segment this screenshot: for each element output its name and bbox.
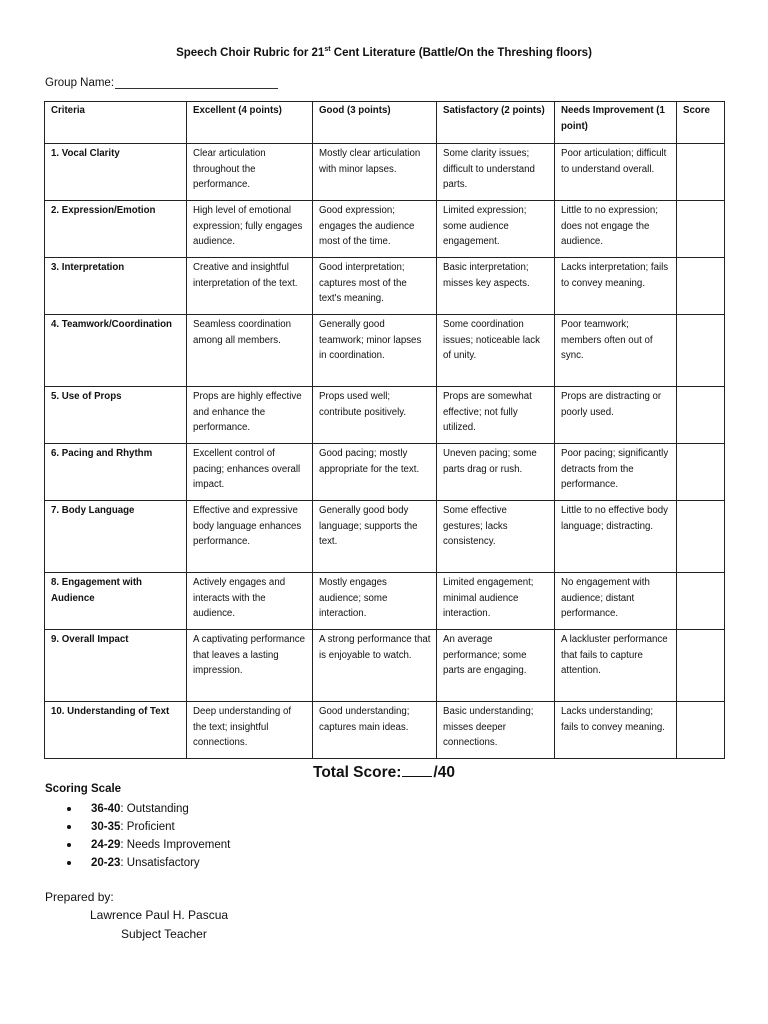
criteria-cell: 7. Body Language <box>45 501 187 573</box>
header-needs-improvement: Needs Improvement (1 point) <box>555 102 677 144</box>
header-satisfactory: Satisfactory (2 points) <box>437 102 555 144</box>
criteria-cell: 10. Understanding of Text <box>45 702 187 759</box>
score-cell[interactable] <box>677 387 725 444</box>
table-row <box>45 201 725 258</box>
score-cell[interactable] <box>677 501 725 573</box>
score-cell[interactable] <box>677 630 725 702</box>
list-item: 36-40: Outstanding <box>67 800 230 818</box>
satisfactory-cell: Uneven pacing; some parts drag or rush. <box>437 444 555 501</box>
teacher-role: Subject Teacher <box>121 927 207 941</box>
bullet-icon <box>67 843 71 847</box>
bullet-icon <box>67 807 71 811</box>
satisfactory-cell: Basic interpretation; misses key aspects. <box>437 258 555 315</box>
needs-improvement-cell: No engagement with audience; distant performance. <box>555 573 677 630</box>
excellent-cell: High level of emotional expression; fully engages audience. <box>187 201 313 258</box>
list-item: 24-29: Needs Improvement <box>67 836 230 854</box>
excellent-cell: Props are highly effective and enhance the performance. <box>187 387 313 444</box>
table-row <box>45 315 725 387</box>
satisfactory-cell: Some coordination issues; noticeable lack of unity. <box>437 315 555 387</box>
good-cell: Good interpretation; captures most of the text's meaning. <box>313 258 437 315</box>
scoring-scale-title: Scoring Scale <box>45 783 122 795</box>
bullet-icon <box>67 825 71 829</box>
good-cell: Props used well; contribute positively. <box>313 387 437 444</box>
excellent-cell: Clear articulation throughout the performance. <box>187 144 313 201</box>
needs-improvement-cell: A lackluster performance that fails to capture attention. <box>555 630 677 702</box>
scoring-scale-list <box>67 800 230 872</box>
table-row <box>45 144 725 201</box>
satisfactory-cell: Limited expression; some audience engagement. <box>437 201 555 258</box>
criteria-cell: 6. Pacing and Rhythm <box>45 444 187 501</box>
good-cell: Generally good teamwork; minor lapses in coordination. <box>313 315 437 387</box>
criteria-cell: 8. Engagement with Audience <box>45 573 187 630</box>
score-cell[interactable] <box>677 201 725 258</box>
table-row <box>45 630 725 702</box>
rubric-table <box>44 101 725 759</box>
table-row <box>45 258 725 315</box>
satisfactory-cell: Limited engagement; minimal audience interaction. <box>437 573 555 630</box>
satisfactory-cell: Some effective gestures; lacks consistency. <box>437 501 555 573</box>
table-row <box>45 702 725 759</box>
good-cell: A strong performance that is enjoyable to watch. <box>313 630 437 702</box>
table-row <box>45 387 725 444</box>
score-cell[interactable] <box>677 315 725 387</box>
score-cell[interactable] <box>677 444 725 501</box>
teacher-name: Lawrence Paul H. Pascua <box>90 908 229 922</box>
needs-improvement-cell: Poor articulation; difficult to understand overall. <box>555 144 677 201</box>
excellent-cell: Excellent control of pacing; enhances overall impact. <box>187 444 313 501</box>
excellent-cell: Seamless coordination among all members. <box>187 315 313 387</box>
criteria-cell: 9. Overall Impact <box>45 630 187 702</box>
needs-improvement-cell: Poor pacing; significantly detracts from the performance. <box>555 444 677 501</box>
criteria-cell: 5. Use of Props <box>45 387 187 444</box>
excellent-cell: Creative and insightful interpretation of the text. <box>187 258 313 315</box>
score-cell[interactable] <box>677 573 725 630</box>
header-excellent: Excellent (4 points) <box>187 102 313 144</box>
bullet-icon <box>67 861 71 865</box>
score-cell[interactable] <box>677 144 725 201</box>
good-cell: Good pacing; mostly appropriate for the text. <box>313 444 437 501</box>
table-row <box>45 573 725 630</box>
total-score-label: Total Score: <box>313 764 402 781</box>
good-cell: Generally good body language; supports the text. <box>313 501 437 573</box>
list-item: 30-35: Proficient <box>67 818 230 836</box>
criteria-cell: 2. Expression/Emotion <box>45 201 187 258</box>
score-cell[interactable] <box>677 702 725 759</box>
excellent-cell: Deep understanding of the text; insightful connections. <box>187 702 313 759</box>
needs-improvement-cell: Lacks understanding; fails to convey meaning. <box>555 702 677 759</box>
group-name-field[interactable] <box>45 76 278 89</box>
satisfactory-cell: Props are somewhat effective; not fully utilized. <box>437 387 555 444</box>
table-row <box>45 501 725 573</box>
excellent-cell: Effective and expressive body language enhances performance. <box>187 501 313 573</box>
header-criteria: Criteria <box>45 102 187 144</box>
header-good: Good (3 points) <box>313 102 437 144</box>
total-score <box>0 762 768 782</box>
needs-improvement-cell: Props are distracting or poorly used. <box>555 387 677 444</box>
group-name-blank[interactable] <box>115 76 278 89</box>
needs-improvement-cell: Lacks interpretation; fails to convey meaning. <box>555 258 677 315</box>
needs-improvement-cell: Poor teamwork; members often out of sync. <box>555 315 677 387</box>
total-score-suffix: /40 <box>433 764 455 781</box>
satisfactory-cell: Basic understanding; misses deeper connections. <box>437 702 555 759</box>
criteria-cell: 3. Interpretation <box>45 258 187 315</box>
header-score: Score <box>677 102 725 144</box>
needs-improvement-cell: Little to no expression; does not engage the audience. <box>555 201 677 258</box>
prepared-by-label: Prepared by: <box>45 890 114 904</box>
group-name-label: Group Name: <box>45 77 115 89</box>
criteria-cell: 1. Vocal Clarity <box>45 144 187 201</box>
good-cell: Mostly engages audience; some interaction. <box>313 573 437 630</box>
header-row <box>45 102 725 144</box>
good-cell: Good understanding; captures main ideas. <box>313 702 437 759</box>
good-cell: Mostly clear articulation with minor lapses. <box>313 144 437 201</box>
satisfactory-cell: Some clarity issues; difficult to understand parts. <box>437 144 555 201</box>
criteria-cell: 4. Teamwork/Coordination <box>45 315 187 387</box>
document-title: Speech Choir Rubric for 21st Cent Literature (Battle/On the Threshing floors) <box>176 46 592 59</box>
score-cell[interactable] <box>677 258 725 315</box>
satisfactory-cell: An average performance; some parts are engaging. <box>437 630 555 702</box>
total-score-blank[interactable] <box>402 762 432 777</box>
needs-improvement-cell: Little to no effective body language; distracting. <box>555 501 677 573</box>
list-item: 20-23: Unsatisfactory <box>67 854 230 872</box>
excellent-cell: A captivating performance that leaves a lasting impression. <box>187 630 313 702</box>
excellent-cell: Actively engages and interacts with the audience. <box>187 573 313 630</box>
good-cell: Good expression; engages the audience most of the time. <box>313 201 437 258</box>
table-row <box>45 444 725 501</box>
